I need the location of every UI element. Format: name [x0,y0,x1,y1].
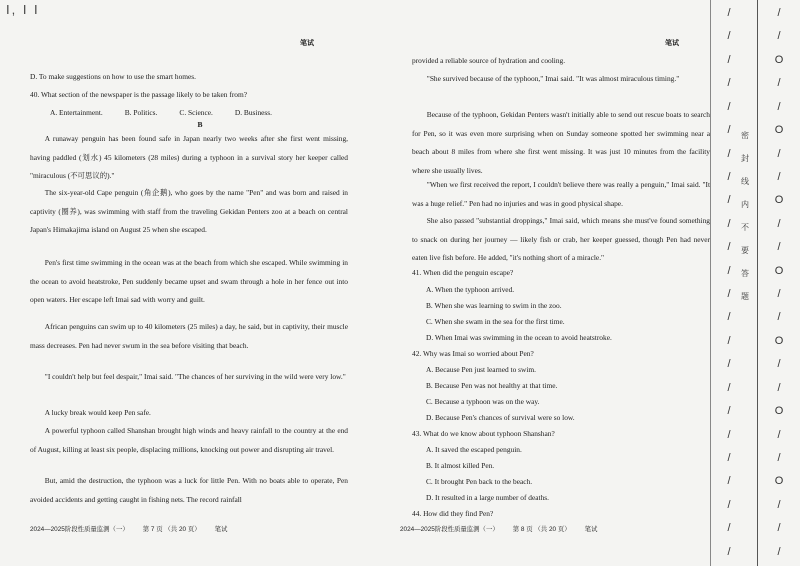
q40-option-d: D. Business. [234,108,273,117]
q40-question: 40. What section of the newspaper is the passage likely to be taken from? [30,90,247,99]
binding-dash-mark: / [727,124,731,137]
right-page-header: 笔试 [665,40,679,47]
footer-exam-name: 2024—2025阶段性质量监测（一） [30,526,129,533]
binding-dash-mark: / [777,288,781,301]
binding-dash-mark: / [777,381,781,394]
q41-option-a: A. When the typhoon arrived. [426,285,515,294]
right-page [400,0,710,566]
q40-option-c: C. Science. [179,108,213,117]
binding-dash-mark: / [777,241,781,254]
left-page-footer [30,524,227,533]
binding-dash-mark: / [777,311,781,324]
binding-notice-char: 要 [741,246,749,255]
binding-dash-mark: / [727,170,731,183]
binding-dash-mark: / [777,358,781,371]
q42-option-c: C. Because a typhoon was on the way. [426,397,540,406]
passage-paragraph-11: Because of the typhoon, Gekidan Penters wasn't initially able to send out rescue boats to search for Pen, so it was even more surprising when on Sunday someone spotted her swimming near a beach about 8 miles from where she first went missing. It was just 10 minutes from the facility where she usually lives. [412,110,710,175]
binding-dash-mark: / [777,100,781,113]
passage-paragraph-13: She also passed "substantial droppings," Imai said, which means she must've found something to snack on during her journey — likely fish or crab, her keeper guessed, though Pen had never eaten live fish before. He added, "it's nothing short of a miracle." [412,216,710,263]
q42-option-b: B. Because Pen was not healthy at that time. [426,381,558,390]
binding-notice-char: 不 [741,223,749,232]
passage-paragraph-1: A runaway penguin has been found safe in Japan nearly two weeks after she first went missing, having paddled (划水) 45 kilometers (28 miles) during a typhoon in a survival story her keeper called "miraculous (不可思议的)." [30,134,348,181]
passage-paragraph-6: A lucky break would keep Pen safe. [44,408,151,417]
q39-option-d: D. To make suggestions on how to use the smart homes. [30,72,197,81]
binding-dash-mark: / [727,334,731,347]
binding-dash-mark: / [777,452,781,465]
section-title-b: B [197,120,203,129]
binding-notice-char: 封 [741,154,749,163]
passage-paragraph-12: "When we first received the report, I couldn't believe there was really a penguin," Imai said. "It was a huge relief." Pen had no injuries and was in good physical shape. [412,180,710,208]
binding-dash-mark: / [777,77,781,90]
passage-paragraph-5: "I couldn't help but feel despair," Imai said. "The chances of her surviving in the wild were very low." [44,372,346,381]
passage-paragraph-7: A powerful typhoon called Shanshan brought high winds and heavy rainfall to the country at the end of August, killing at least six people, displacing millions, knocking out power and disrupting air travel. [30,426,348,454]
q40-option-a: A. Entertainment. [50,108,103,117]
q42-option-d: D. Because Pen's chances of survival were so low. [426,413,575,422]
binding-dash-mark: / [727,522,731,535]
binding-dash-mark: / [727,428,731,441]
binding-dash-mark: / [727,77,731,90]
q43-option-a: A. It saved the escaped penguin. [426,445,522,454]
binding-dash-mark: / [777,545,781,558]
binding-dash-mark: / [727,498,731,511]
binding-dash-column-2 [773,8,785,558]
binding-dash-mark: / [777,498,781,511]
binding-dash-mark: / [777,217,781,230]
binding-dash-mark: / [727,264,731,277]
footer-page-number: 第 7 页 （共 20 页） [142,526,201,533]
binding-dash-mark: / [727,452,731,465]
binding-dash-mark: / [727,7,731,19]
q41-option-b: B. When she was learning to swim in the zoo. [426,301,562,310]
right-page-footer [400,524,597,533]
binding-dash-mark: O [774,124,784,137]
binding-dash-mark: / [727,147,731,160]
binding-dash-column-1 [723,8,735,558]
corner-mark: I, I I [6,2,40,17]
passage-paragraph-4: African penguins can swim up to 40 kilometers (25 miles) a day, he said, but in captivity, their muscle mass decreases. Pen had never swum in the sea before visiting that beach. [30,322,348,350]
binding-notice [741,130,749,302]
binding-dash-mark: / [727,545,731,558]
passage-paragraph-9: provided a reliable source of hydration and cooling. [412,56,566,65]
binding-line [757,0,758,566]
binding-dash-mark: O [774,334,784,347]
passage-paragraph-10: "She survived because of the typhoon," Imai said. "It was almost miraculous timing." [426,74,680,83]
q42-option-a: A. Because Pen just learned to swim. [426,365,537,374]
binding-dash-mark: / [727,53,731,66]
binding-dash-mark: O [774,405,784,418]
footer-page-number: 第 8 页 （共 20 页） [512,526,571,533]
binding-dash-mark: / [727,30,731,43]
binding-dash-mark: / [727,475,731,488]
q41-option-c: C. When she swam in the sea for the first time. [426,317,565,326]
passage-paragraph-8: But, amid the destruction, the typhoon was a luck for little Pen. With no boats able to operate, Pen avoided accidents and getting caught in fishing nets. The record rainfall [30,476,348,504]
binding-dash-mark: / [777,7,781,19]
binding-dash-mark: / [777,147,781,160]
binding-dash-mark: / [777,522,781,535]
binding-dash-mark: O [774,194,784,207]
q41-question: 41. When did the penguin escape? [412,268,514,277]
binding-dash-mark: / [777,428,781,441]
binding-notice-char: 题 [741,292,749,301]
binding-dash-mark: / [727,405,731,418]
binding-notice-char: 线 [741,177,749,186]
q41-option-d: D. When Imai was swimming in the ocean to avoid heatstroke. [426,333,612,342]
q40-options [50,108,350,117]
q44-question: 44. How did they find Pen? [412,509,494,518]
binding-notice-char: 内 [741,200,749,209]
binding-dash-mark: / [727,381,731,394]
binding-dash-mark: / [727,241,731,254]
binding-strip [710,0,800,566]
binding-notice-char: 密 [741,131,749,140]
footer-section: 笔试 [214,526,228,533]
passage-paragraph-2: The six-year-old Cape penguin (角企鹅), who goes by the name "Pen" and was born and raised in captivity (圈养), was swimming with staff from the traveling Gekidan Penters zoo at a beach on central Japan's Himakajima island on August 25 when she escaped. [30,188,348,235]
binding-dash-mark: / [727,217,731,230]
q43-option-c: C. It brought Pen back to the beach. [426,477,533,486]
q43-option-b: B. It almost killed Pen. [426,461,495,470]
binding-dash-mark: / [727,100,731,113]
binding-dash-mark: / [727,311,731,324]
footer-exam-name: 2024—2025阶段性质量监测（一） [400,526,499,533]
binding-dash-mark: O [774,264,784,277]
left-page-header: 笔试 [300,40,314,47]
binding-dash-mark: O [774,475,784,488]
binding-dash-mark: / [777,170,781,183]
binding-dash-mark: / [727,358,731,371]
footer-section: 笔试 [584,526,598,533]
binding-dash-mark: O [774,53,784,66]
binding-dash-mark: / [727,194,731,207]
q42-question: 42. Why was Imai so worried about Pen? [412,349,534,358]
binding-dash-mark: / [727,288,731,301]
q43-question: 43. What do we know about typhoon Shanshan? [412,429,555,438]
binding-notice-char: 答 [741,269,749,278]
binding-dash-mark: / [777,30,781,43]
passage-paragraph-3: Pen's first time swimming in the ocean was at the beach from which she escaped. While swimming in the ocean to avoid heatstroke, Pen suddenly became upset and swam through a hole in her fence out into open waters. Her escape left Imai sad with worry and guilt. [30,258,348,305]
q43-option-d: D. It resulted in a large number of deaths. [426,493,550,502]
q40-option-b: B. Politics. [124,108,158,117]
